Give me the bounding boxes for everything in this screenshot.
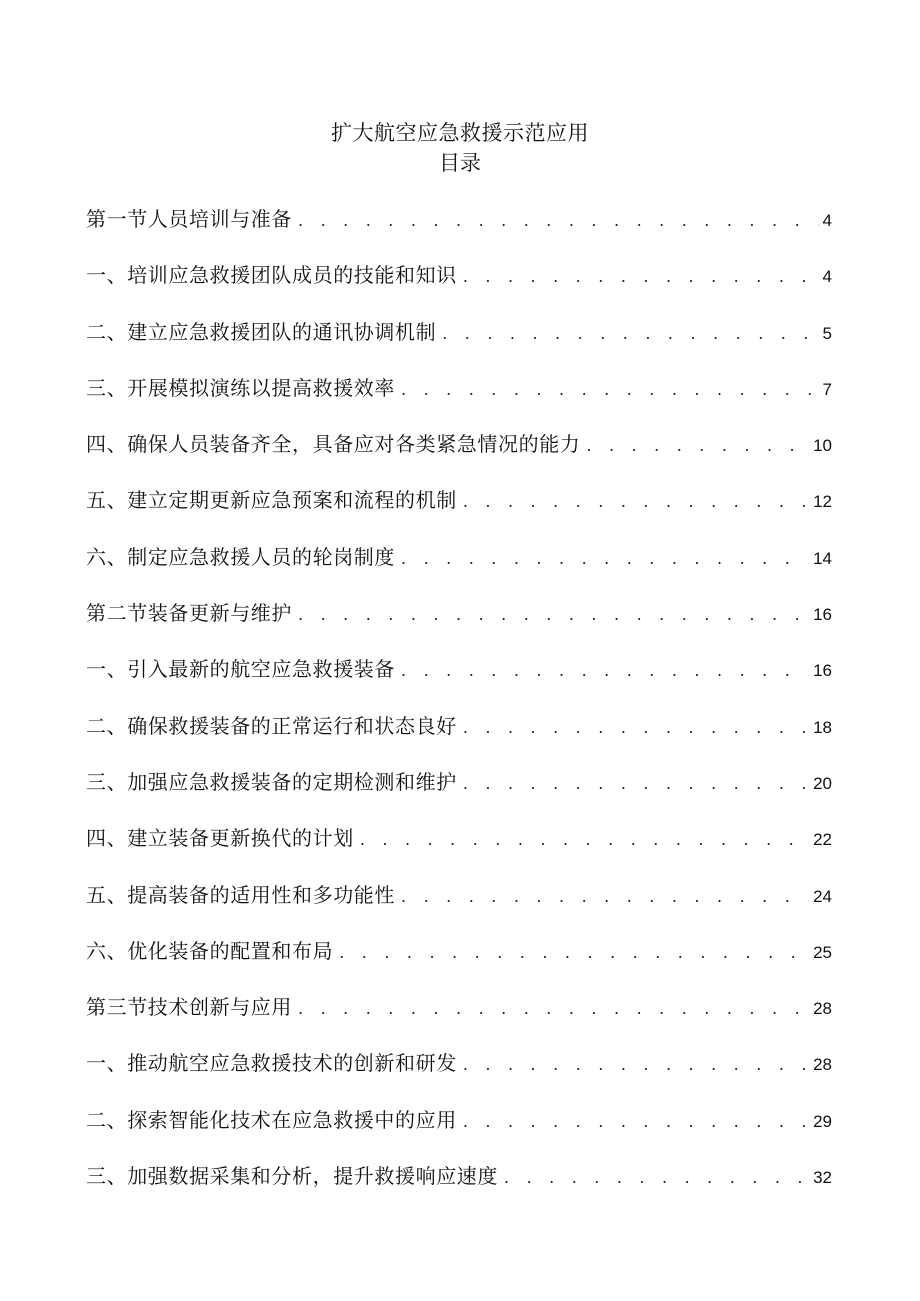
- toc-entry[interactable]: [86, 992, 832, 1048]
- toc-entry-page-number: 10: [813, 436, 832, 456]
- toc-dot-leader: [463, 769, 809, 799]
- toc-entry-page-number: 5: [822, 323, 832, 343]
- toc-entry-label: 二、确保救援装备的正常运行和状态良好: [86, 713, 457, 738]
- toc-dot-leader: [298, 600, 809, 630]
- toc-dot-leader: [401, 375, 819, 405]
- toc-entry-label: 三、开展模拟演练以提高救援效率: [86, 375, 395, 400]
- toc-entry-page-number: 4: [822, 211, 832, 230]
- toc-entry-label: 六、优化装备的配置和布局: [86, 938, 334, 963]
- toc-dot-leader: [463, 1050, 809, 1080]
- toc-entry-page-number: 12: [813, 492, 832, 512]
- toc-entry[interactable]: [86, 317, 832, 373]
- toc-entry[interactable]: [86, 711, 832, 767]
- toc-dot-leader: [360, 825, 809, 855]
- document-title: 扩大航空应急救援示范应用: [331, 121, 589, 145]
- toc-entry[interactable]: [86, 260, 832, 316]
- toc-dot-leader: [463, 713, 809, 743]
- toc-entry-label: 一、推动航空应急救援技术的创新和研发: [86, 1051, 457, 1076]
- toc-entry-page-number: 20: [813, 773, 832, 793]
- toc-entry[interactable]: [86, 598, 832, 654]
- toc-dot-leader: [463, 262, 819, 292]
- toc-entry-label: 第二节装备更新与维护: [86, 601, 292, 626]
- toc-entry[interactable]: [86, 936, 832, 992]
- toc-dot-leader: [298, 206, 819, 236]
- toc-entry-page-number: 7: [822, 379, 832, 399]
- toc-entry-page-number: 29: [813, 1111, 832, 1131]
- toc-entry-page-number: 16: [813, 661, 832, 681]
- toc-entry[interactable]: [86, 1048, 832, 1104]
- toc-entry-label: 二、探索智能化技术在应急救援中的应用: [86, 1107, 457, 1132]
- toc-entry-label: 四、确保人员装备齐全，具备应对各类紧急情况的能力: [86, 432, 581, 457]
- toc-entry[interactable]: [86, 429, 832, 485]
- toc-entry[interactable]: [86, 1105, 832, 1161]
- toc-entry-page-number: 4: [822, 267, 832, 287]
- toc-entry-label: 四、建立装备更新换代的计划: [86, 826, 354, 851]
- toc-entry-label: 第三节技术创新与应用: [86, 995, 292, 1020]
- toc-entry-page-number: 18: [813, 717, 832, 737]
- toc-entry[interactable]: [86, 880, 832, 936]
- toc-entry-label: 一、引入最新的航空应急救援装备: [86, 657, 395, 682]
- toc-entry[interactable]: [86, 767, 832, 823]
- toc-entry-page-number: 14: [813, 548, 832, 568]
- toc-entry-page-number: 16: [813, 605, 832, 625]
- toc-entry-label: 三、加强应急救援装备的定期检测和维护: [86, 769, 457, 794]
- toc-entry[interactable]: [86, 485, 832, 541]
- toc-entry[interactable]: [86, 204, 832, 260]
- toc-dot-leader: [504, 1163, 809, 1193]
- toc-dot-leader: [442, 319, 818, 349]
- table-of-contents: [86, 204, 832, 1217]
- toc-entry-page-number: 24: [813, 886, 832, 906]
- toc-entry-page-number: 25: [813, 942, 832, 962]
- toc-heading: 目录: [439, 151, 481, 175]
- toc-dot-leader: [463, 1107, 809, 1137]
- toc-entry[interactable]: [86, 1161, 832, 1217]
- toc-dot-leader: [401, 544, 809, 574]
- toc-entry-label: 三、加强数据采集和分析，提升救援响应速度: [86, 1164, 498, 1189]
- toc-entry[interactable]: [86, 654, 832, 710]
- toc-dot-leader: [401, 656, 809, 686]
- toc-entry-page-number: 32: [813, 1168, 832, 1188]
- toc-entry-label: 六、制定应急救援人员的轮岗制度: [86, 544, 395, 569]
- toc-entry-label: 五、建立定期更新应急预案和流程的机制: [86, 488, 457, 513]
- toc-entry[interactable]: [86, 823, 832, 879]
- toc-dot-leader: [298, 994, 809, 1024]
- toc-entry-page-number: 22: [813, 830, 832, 850]
- toc-entry-label: 二、建立应急救援团队的通讯协调机制: [86, 319, 437, 344]
- toc-entry-label: 一、培训应急救援团队成员的技能和知识: [86, 263, 457, 288]
- toc-dot-leader: [401, 882, 809, 912]
- toc-entry-page-number: 28: [813, 1055, 832, 1075]
- toc-entry-label: 五、提高装备的适用性和多功能性: [86, 882, 395, 907]
- toc-entry[interactable]: [86, 373, 832, 429]
- toc-dot-leader: [339, 938, 809, 968]
- toc-dot-leader: [586, 431, 809, 461]
- toc-entry[interactable]: [86, 542, 832, 598]
- toc-dot-leader: [463, 487, 809, 517]
- toc-entry-label: 第一节人员培训与准备: [86, 207, 292, 231]
- toc-entry-page-number: 28: [813, 999, 832, 1019]
